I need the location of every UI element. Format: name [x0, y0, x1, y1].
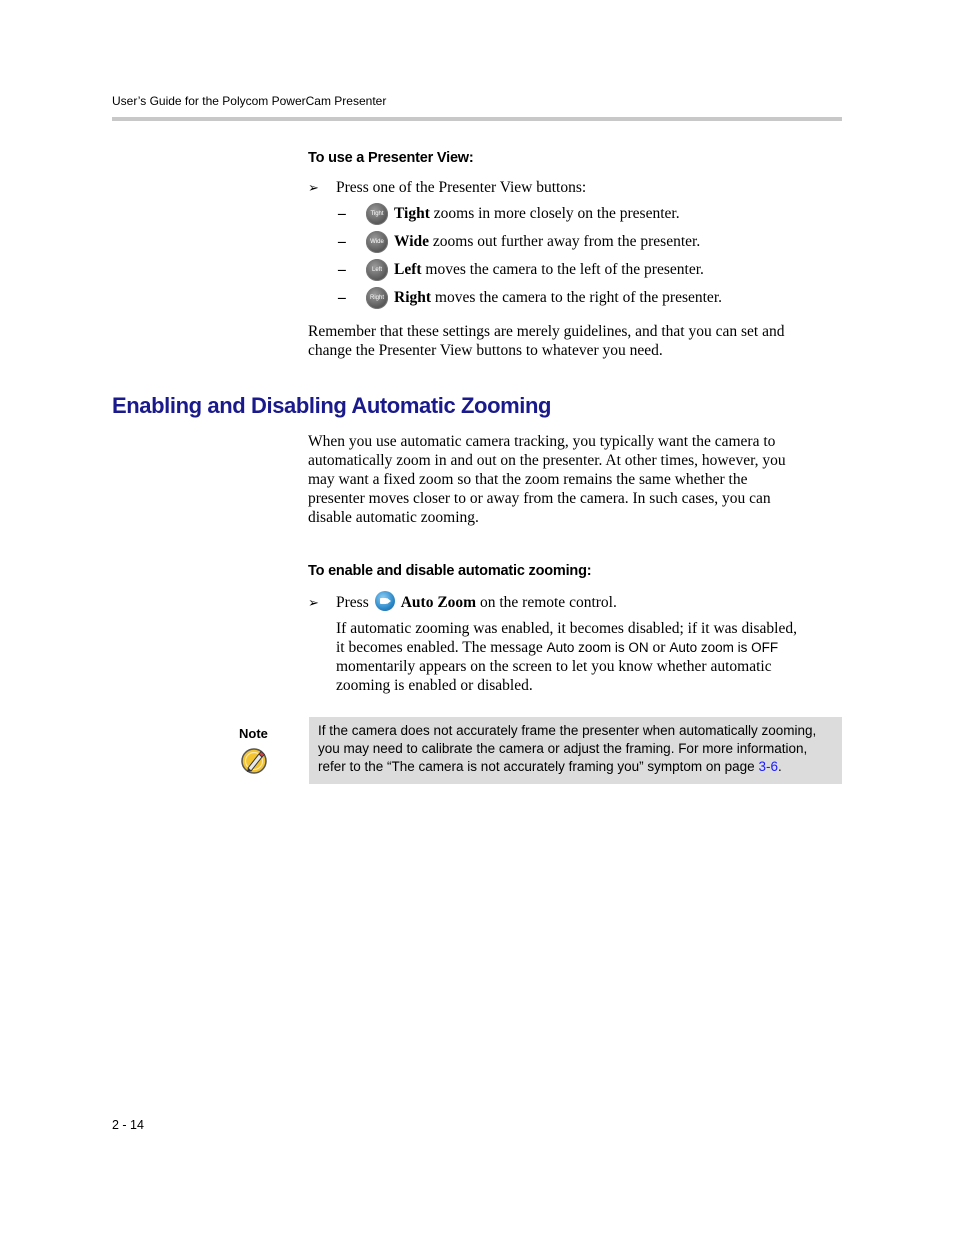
- dash-bullet: –: [338, 233, 346, 250]
- term: Left: [394, 261, 422, 278]
- right-button-icon: Right: [366, 287, 388, 309]
- paragraph-line: change the Presenter View buttons to whatever you need.: [308, 342, 663, 359]
- section-title: Enabling and Disabling Automatic Zooming: [112, 393, 552, 418]
- text-run: refer to the “The camera is not accurately framing you” symptom on page: [318, 759, 759, 774]
- header-rule: [112, 117, 842, 121]
- message-off: Auto zoom is OFF: [669, 640, 779, 655]
- note-pencil-icon: [240, 746, 268, 774]
- description: zooms in more closely on the presenter.: [429, 205, 680, 222]
- step-press-presenter-view: [308, 178, 586, 197]
- list-item: [338, 259, 704, 281]
- paragraph-line: zooming is enabled or disabled.: [336, 677, 533, 694]
- note-line: you may need to calibrate the camera or adjust the framing. For more information,: [318, 741, 808, 756]
- paragraph-line: presenter moves closer to or away from the camera. In such cases, you can: [308, 490, 771, 507]
- result-paragraph: [336, 619, 846, 695]
- running-header: User’s Guide for the Polycom PowerCam Presenter: [112, 94, 387, 108]
- list-item: [338, 287, 722, 309]
- text-run: .: [777, 759, 782, 774]
- description: moves the camera to the left of the presenter.: [421, 261, 704, 278]
- wide-button-icon: Wide: [366, 231, 388, 253]
- step-text: Press: [336, 594, 369, 611]
- paragraph-line: momentarily appears on the screen to let you know whether automatic: [336, 658, 772, 675]
- paragraph-line: When you use automatic camera tracking, you typically want the camera to: [308, 433, 776, 450]
- term: Wide: [394, 233, 430, 250]
- dash-bullet: –: [338, 205, 346, 222]
- paragraph-line: If automatic zooming was enabled, it becomes disabled; if it was disabled,: [336, 620, 797, 637]
- text-run: it becomes enabled. The message: [336, 639, 547, 656]
- intro-paragraph: [308, 432, 843, 527]
- step-text: Press one of the Presenter View buttons:: [336, 179, 587, 196]
- description: zooms out further away from the presenter.: [429, 233, 701, 250]
- page-link[interactable]: 3-6: [758, 759, 778, 774]
- note-label: Note: [239, 726, 268, 741]
- term: Tight: [394, 205, 430, 222]
- paragraph-line: automatically zoom in and out on the presenter. At other times, however, you: [308, 452, 786, 469]
- paragraph-line: [336, 638, 846, 657]
- button-name: Auto Zoom: [400, 594, 477, 611]
- paragraph-line: disable automatic zooming.: [308, 509, 479, 526]
- page-number: 2 - 14: [112, 1118, 144, 1132]
- paragraph-line: Remember that these settings are merely guidelines, and that you can set and: [308, 323, 785, 340]
- left-button-icon: Left: [366, 259, 388, 281]
- note-box: [309, 717, 842, 784]
- arrow-bullet-icon: ➢: [308, 595, 319, 610]
- dash-bullet: –: [338, 261, 346, 278]
- procedure-heading-presenter-view: To use a Presenter View:: [308, 150, 474, 166]
- step-text-rest: on the remote control.: [476, 594, 617, 611]
- message-on: Auto zoom is ON: [546, 640, 649, 655]
- paragraph-line: may want a fixed zoom so that the zoom remains the same whether the: [308, 471, 748, 488]
- procedure-heading-auto-zoom: To enable and disable automatic zooming:: [308, 563, 592, 579]
- tight-button-icon: Tight: [366, 203, 388, 225]
- note-line: If the camera does not accurately frame the presenter when automatically zooming,: [318, 723, 817, 738]
- note-line: [318, 758, 833, 776]
- term: Right: [394, 289, 432, 306]
- text-run: or: [648, 639, 670, 656]
- remember-paragraph: [308, 322, 843, 360]
- list-item: [338, 231, 700, 253]
- list-item: [338, 203, 680, 225]
- arrow-bullet-icon: ➢: [308, 180, 319, 195]
- step-press-auto-zoom: [308, 591, 617, 612]
- description: moves the camera to the right of the presenter.: [431, 289, 722, 306]
- dash-bullet: –: [338, 289, 346, 306]
- auto-zoom-button-icon: [375, 591, 395, 611]
